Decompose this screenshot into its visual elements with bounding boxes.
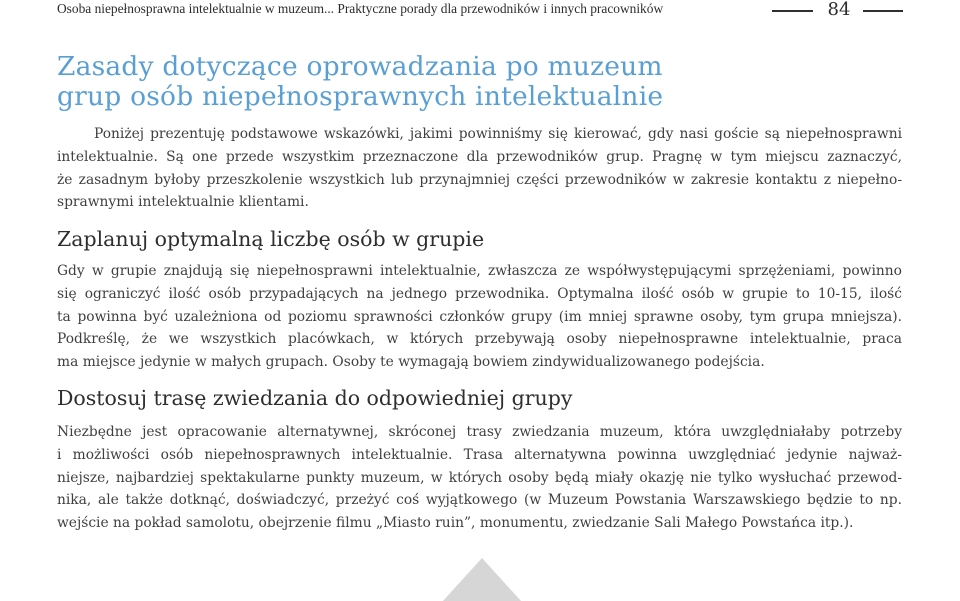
- page-title: [57, 52, 917, 112]
- intro-line-1: Poniżej prezentuję podstawowe wskazówki, jakimi powinniśmy się kierować, gdy nasi goście są niepełnosprawni: [94, 126, 902, 142]
- header-rule-right: [863, 10, 903, 12]
- page-title-line-1: Zasady dotyczące oprowadzania po muzeum: [57, 51, 663, 82]
- route-line-5: wejście na pokład samolotu, obejrzenie filmu „Miasto ruin”, monumentu, zwiedzanie Sali Małego Powstańca itp.).: [57, 515, 854, 532]
- route-line-4: nika, ale także dotknąć, doświadczyć, przeżyć coś wyjątkowego (w Muzeum Powstania Warszawskiego będzie to np.: [57, 492, 902, 509]
- page-number-block: [772, 0, 904, 26]
- section-paragraph-group-size: [57, 260, 902, 374]
- section-heading-group-size: Zaplanuj optymalną liczbę osób w grupie: [57, 227, 485, 251]
- group-size-line-5: ma miejsce jedynie w małych grupach. Osoby te wymagają bowiem zindywidualizowanego podejścia.: [57, 354, 765, 371]
- group-size-line-2: się ograniczyć ilość osób przypadających na jednego przewodnika. Optymalna ilość osób w grupie to 10-15, ilość: [57, 285, 902, 302]
- page-number: 84: [827, 0, 851, 20]
- running-title: Osoba niepełnosprawna intelektualnie w muzeum... Praktyczne porady dla przewodników i innych pracowników: [57, 1, 664, 16]
- intro-line-3: że zasadnym byłoby przeszkolenie wszystkich lub przynajmniej części przewodników w zakresie kontaktu z niepełno-: [57, 171, 902, 188]
- section-paragraph-route: [57, 421, 902, 535]
- header-rule-left: [772, 10, 813, 12]
- intro-paragraph: [57, 123, 902, 214]
- route-line-2: i możliwości osób niepełnosprawnych intelektualnie. Trasa alternatywna powinna uwzględniać jedynie najważ-: [57, 446, 902, 463]
- group-size-line-4: Podkreślę, że we wszystkich placówkach, w których przebywają osoby niepełnosprawne intelektualnie, praca: [57, 331, 902, 348]
- route-line-1: Niezbędne jest opracowanie alternatywnej, skróconej trasy zwiedzania muzeum, która uwzględniałaby potrzeby: [57, 424, 902, 440]
- page-title-line-2: grup osób niepełnosprawnych intelektualnie: [57, 81, 664, 112]
- next-page-arrow-icon[interactable]: [440, 556, 524, 601]
- intro-line-2: intelektualnie. Są one przede wszystkim przeznaczone dla przewodników grup. Pragnę w tym miejscu zaznaczyć,: [57, 148, 902, 165]
- intro-line-4: sprawnymi intelektualnie klientami.: [57, 194, 309, 211]
- group-size-line-1: Gdy w grupie znajdują się niepełnosprawni intelektualnie, zwłaszcza ze współwystępującymi sprzężeniami, powinno: [57, 263, 902, 279]
- route-line-3: niejsze, najbardziej spektakularne punkty muzeum, w których osoby będą miały okazję nie tylko wysłuchać przewod-: [57, 469, 902, 486]
- group-size-line-3: ta powinna być uzależniona od poziomu sprawności członków grupy (im mniej sprawne osoby, tym grupa mniejsza).: [57, 308, 902, 325]
- section-heading-route: Dostosuj trasę zwiedzania do odpowiedniej grupy: [57, 386, 573, 410]
